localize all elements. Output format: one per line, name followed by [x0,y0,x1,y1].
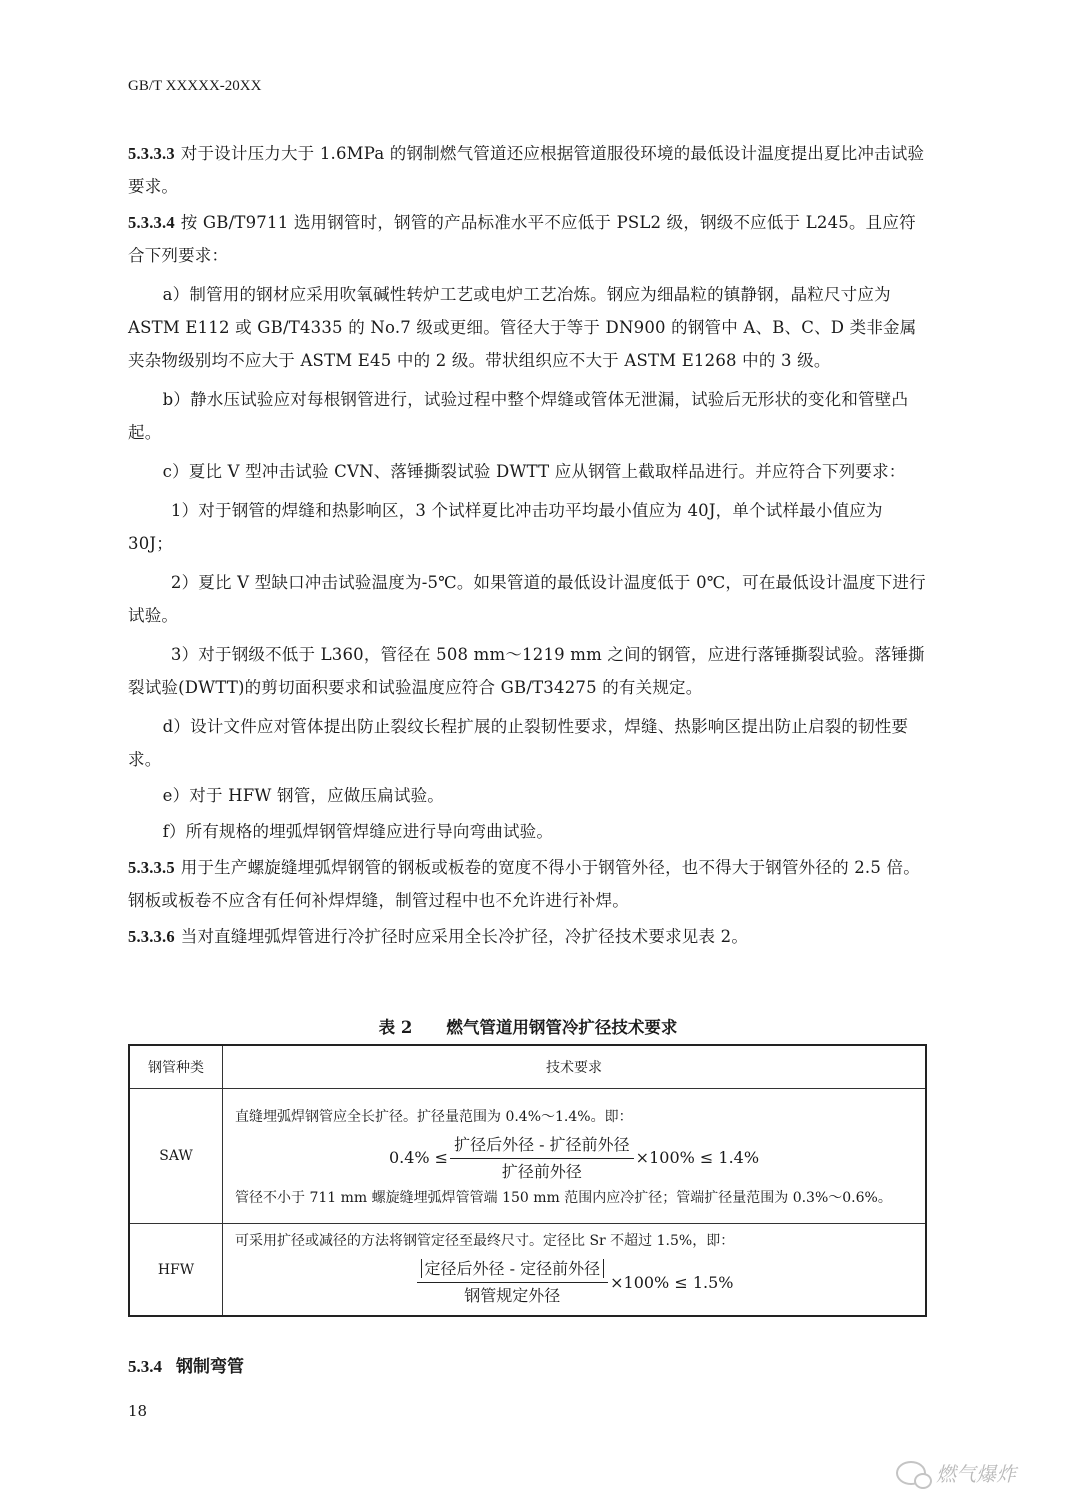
hfw-requirement-line: 可采用扩径或减径的方法将钢管定径至最终尺寸。定径比 Sr 不超过 1.5%，即： [235,1233,735,1249]
requirements-saw [223,1089,927,1224]
section-number: 5.3.4 [128,1357,162,1376]
clause-5-3-3-3 [128,137,928,203]
item-c: c）夏比 V 型冲击试验 CVN、落锤撕裂试验 DWTT 应从钢管上截取样品进行。并应符合下列要求： [162,462,906,481]
formula-left: 0.4% ≤ [388,1148,449,1167]
table-row [129,1089,926,1224]
item-c-1: 1）对于钢管的焊缝和热影响区，3 个试样夏比冲击功平均最小值应为 40J，单个试样最小值应为 30J； [128,501,883,553]
column-header-pipe-type: 钢管种类 [129,1045,223,1089]
clause-5-3-3-5 [128,851,928,917]
formula-abs-numerator: 定径后外径 - 定径前外径 [421,1259,605,1278]
formula-fraction [417,1258,609,1307]
item-c-2: 2）夏比 V 型缺口冲击试验温度为-5℃。如果管道的最低设计温度低于 0℃，可在最低设计温度下进行试验。 [128,573,926,625]
formula-fraction [450,1134,634,1183]
cold-expansion-table [128,1044,927,1317]
clause-number: 5.3.3.6 [128,927,175,946]
page-number: 18 [128,1402,148,1420]
formula-numerator [417,1258,609,1283]
item-e: e）对于 HFW 钢管，应做压扁试验。 [162,786,444,805]
formula-denominator: 钢管规定外径 [464,1286,561,1305]
clause-5-3-3-6 [128,920,928,953]
table-caption [128,1014,928,1038]
clause-5-3-3-4 [128,206,928,272]
requirements-hfw [223,1224,927,1317]
saw-requirement-line: 直缝埋弧焊钢管应全长扩径。扩径量范围为 0.4%～1.4%。即： [235,1108,633,1125]
hfw-formula [235,1258,913,1307]
clause-text: 当对直缝埋弧焊管进行冷扩径时应采用全长冷扩径，冷扩径技术要求见表 2。 [180,927,749,946]
saw-formula [235,1134,913,1183]
clause-text: 对于设计压力大于 1.6MPa 的钢制燃气管道还应根据管道服役环境的最低设计温度提出夏比冲击试验要求。 [128,144,925,196]
standard-code-header: GB/T XXXXX-20XX [128,78,262,94]
item-b: b）静水压试验应对每根钢管进行，试验过程中整个焊缝或管体无泄漏，试验后无形状的变化和管壁凸起。 [128,390,909,442]
clause-number: 5.3.3.4 [128,213,175,232]
table-number: 表 2 [378,1018,413,1037]
column-header-requirements: 技术要求 [223,1045,927,1089]
clause-text: 用于生产螺旋缝埋弧焊钢管的钢板或板卷的宽度不得小于钢管外径，也不得大于钢管外径的 2.5 倍。钢板或板卷不应含有任何补焊焊缝，制管过程中也不允许进行补焊。 [128,858,920,910]
wechat-icon [896,1461,926,1485]
item-c-3: 3）对于钢级不低于 L360，管径在 508 mm～1219 mm 之间的钢管，应进行落锤撕裂试验。落锤撕裂试验(DWTT)的剪切面积要求和试验温度应符合 GB/T34275 的有关规定。 [128,645,925,697]
saw-end-expansion-line: 管径不小于 711 mm 螺旋缝埋弧焊管管端 150 mm 范围内应冷扩径；管端扩径量范围为 0.3%～0.6%。 [235,1189,892,1206]
formula-right: ×100% ≤ 1.5% [610,1272,734,1292]
clause-number: 5.3.3.3 [128,144,175,163]
item-d: d）设计文件应对管体提出防止裂纹长程扩展的止裂韧性要求，焊缝、热影响区提出防止启裂的韧性要求。 [128,717,909,769]
pipe-type-hfw: HFW [129,1224,223,1317]
formula-right: ×100% ≤ 1.4% [635,1148,760,1167]
table-header-row [129,1045,926,1089]
clause-number: 5.3.3.5 [128,858,175,877]
table-row [129,1224,926,1317]
formula-numerator: 扩径后外径 - 扩径前外径 [450,1134,634,1159]
watermark [896,1458,1016,1487]
section-title: 钢制弯管 [176,1357,244,1377]
formula-denominator: 扩径前外径 [501,1161,582,1181]
item-f: f）所有规格的埋弧焊钢管焊缝应进行导向弯曲试验。 [162,822,554,841]
section-heading-5-3-4 [128,1352,244,1377]
watermark-text: 燃气爆炸 [936,1462,1016,1486]
clause-text: 按 GB/T9711 选用钢管时，钢管的产品标准水平不应低于 PSL2 级，钢级不应低于 L245。且应符合下列要求： [128,213,916,265]
item-a: a）制管用的钢材应采用吹氧碱性转炉工艺或电炉工艺冶炼。钢应为细晶粒的镇静钢，晶粒尺寸应为 ASTM E112 或 GB/T4335 的 No.7 级或更细。管径大于等于 DN900 的钢管中 A、B、C、D 类非金属夹杂物级别均不应大于 ASTM E45 中的 2 级。带状组织应不大于 ASTM E1268 中的 3 级。 [128,285,917,370]
table-title: 燃气管道用钢管冷扩径技术要求 [446,1018,678,1037]
body-text [128,137,928,956]
pipe-type-saw: SAW [129,1089,223,1224]
